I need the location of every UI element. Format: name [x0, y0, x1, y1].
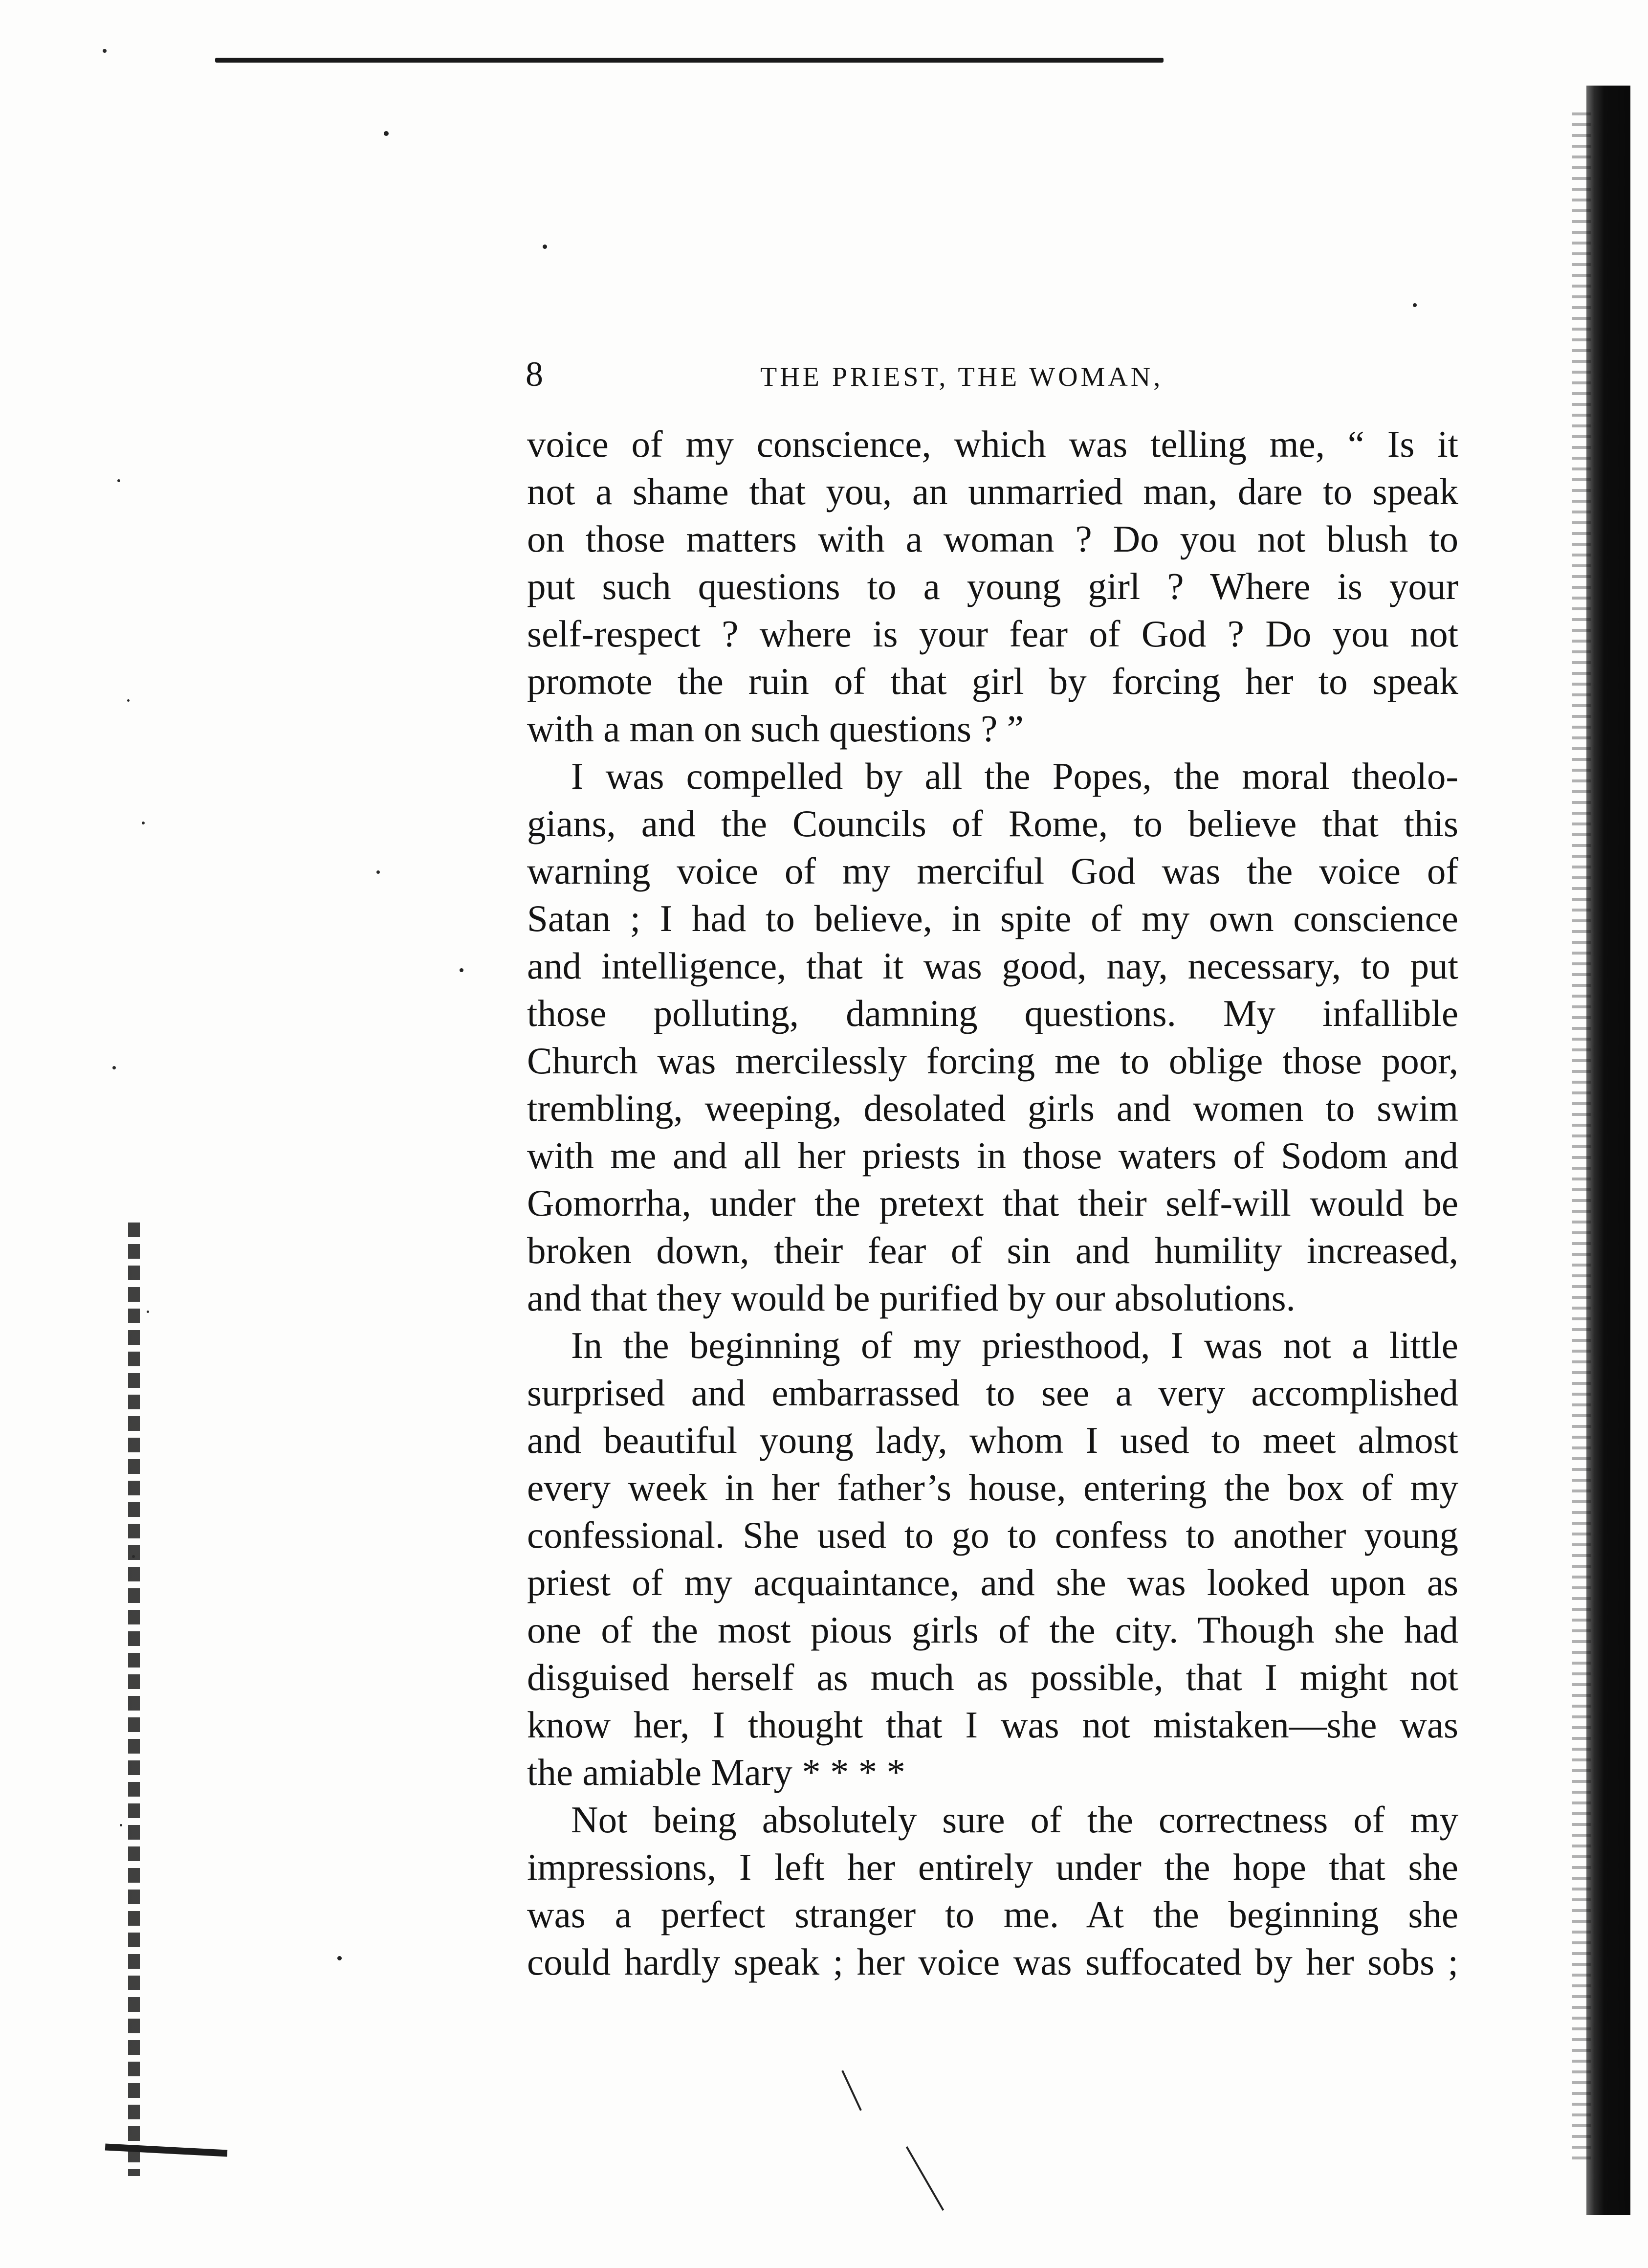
paragraph-first-line: Not being absolutely sure of the correctness of my	[571, 1799, 1458, 1841]
text-line: every week in her father’s house, entering the box of my	[527, 1467, 1458, 1509]
scan-dot-5	[460, 968, 463, 972]
scan-right-edge-speckle	[1572, 112, 1591, 2166]
text-line: with a man on such questions ? ”	[527, 708, 1024, 750]
text-line: warning voice of my merciful God was the voice of	[527, 850, 1458, 892]
text-line: those polluting, damning questions. My infallible	[527, 992, 1458, 1034]
page-number: 8	[526, 355, 543, 394]
text-line: gians, and the Councils of Rome, to believe that this	[527, 802, 1458, 845]
text-line: put such questions to a young girl ? Where is your	[527, 565, 1458, 607]
text-line: impressions, I left her entirely under the hope that she	[527, 1846, 1458, 1888]
text-line: self-respect ? where is your fear of God ? Do you not	[527, 613, 1458, 655]
text-line: was a perfect stranger to me. At the beginning she	[527, 1893, 1458, 1935]
scan-dot-2	[543, 245, 547, 249]
text-line: with me and all her priests in those waters of Sodom and	[527, 1134, 1458, 1177]
scan-dot-1	[384, 131, 389, 136]
text-line: surprised and embarrassed to see a very accomplished	[527, 1372, 1458, 1414]
scan-dot-3	[1413, 303, 1417, 307]
text-line: priest of my acquaintance, and she was looked upon as	[527, 1561, 1458, 1603]
body-text	[527, 421, 1458, 1986]
text-line: voice of my conscience, which was telling me, “ Is it	[527, 423, 1458, 465]
text-line: not a shame that you, an unmarried man, dare to speak	[527, 470, 1458, 512]
text-line: Gomorrha, under the pretext that their self-will would be	[527, 1182, 1458, 1224]
scan-stroke-2	[906, 2146, 944, 2211]
text-line: on those matters with a woman ? Do you not blush to	[527, 518, 1458, 560]
text-line: Church was mercilessly forcing me to oblige those poor,	[527, 1040, 1458, 1082]
text-line: disguised herself as much as possible, that I might not	[527, 1656, 1458, 1698]
running-head	[526, 352, 1503, 396]
text-line: trembling, weeping, desolated girls and women to swim	[527, 1087, 1458, 1129]
scan-dot-4	[337, 1956, 342, 1960]
text-line: the amiable Mary * * * *	[527, 1751, 906, 1793]
text-line: one of the most pious girls of the city. Though she had	[527, 1609, 1458, 1651]
scan-stroke-1	[841, 2070, 862, 2111]
text-line: broken down, their fear of sin and humility increased,	[527, 1229, 1458, 1271]
running-head-title: THE PRIEST, THE WOMAN,	[760, 362, 1164, 392]
scan-left-margin-noise	[98, 39, 254, 2240]
text-line: could hardly speak ; her voice was suffocated by her sobs ;	[527, 1941, 1458, 1983]
text-line: and intelligence, that it was good, nay, necessary, to put	[527, 945, 1458, 987]
paragraph-first-line: In the beginning of my priesthood, I was not a little	[571, 1324, 1458, 1366]
scan-right-edge-shadow	[1586, 86, 1630, 2215]
text-line: Satan ; I had to believe, in spite of my own conscience	[527, 897, 1458, 939]
text-line: and that they would be purified by our absolutions.	[527, 1277, 1296, 1319]
paragraph-first-line: I was compelled by all the Popes, the moral theolo-	[571, 755, 1458, 797]
text-line: know her, I thought that I was not mistaken—she was	[527, 1704, 1458, 1746]
text-line: confessional. She used to go to confess to another young	[527, 1514, 1458, 1556]
text-line: promote the ruin of that girl by forcing her to speak	[527, 660, 1458, 702]
scan-top-rule	[215, 58, 1164, 63]
text-line: and beautiful young lady, whom I used to meet almost	[527, 1419, 1458, 1461]
